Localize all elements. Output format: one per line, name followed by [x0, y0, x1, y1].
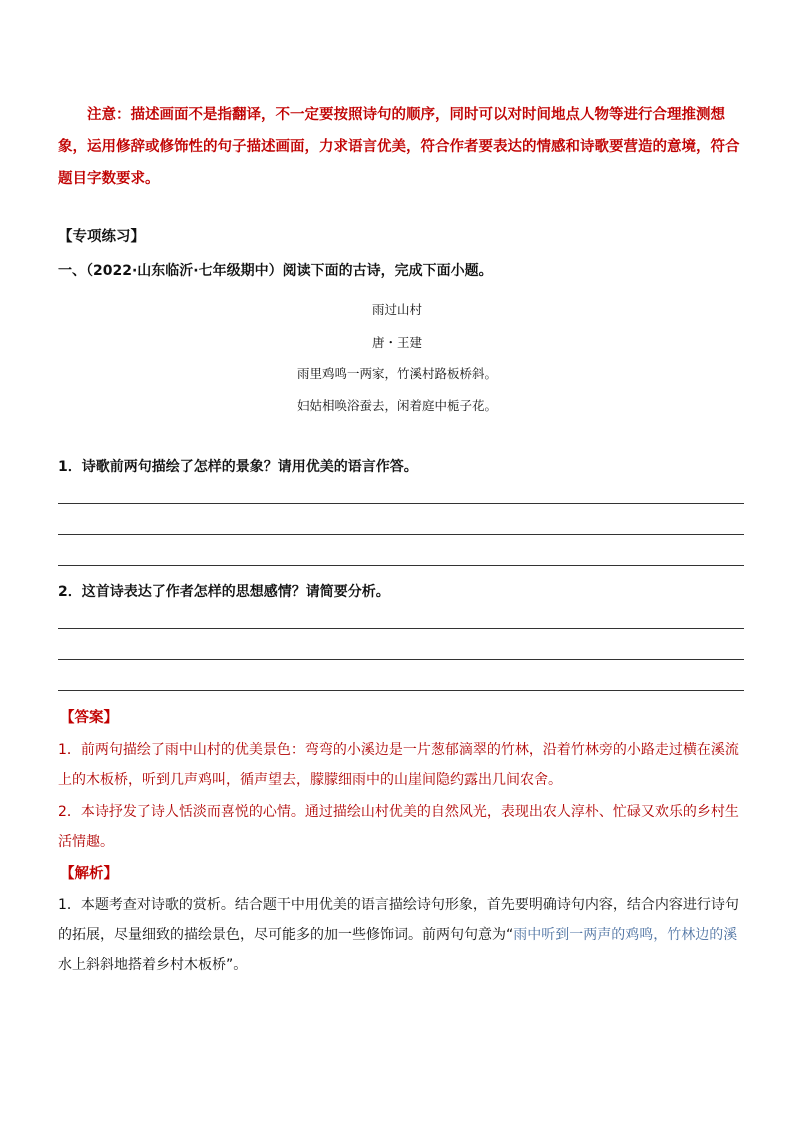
analysis-1: [58, 890, 746, 980]
answer-line[interactable]: [58, 503, 744, 504]
answer-2: 2．本诗抒发了诗人恬淡而喜悦的心情。通过描绘山村优美的自然风光，表现出农人淳朴、忙碌又欢乐的乡村生活情趣。: [58, 804, 739, 850]
poem-line-1: 雨里鸡鸣一两家，竹溪村路板桥斜。: [296, 366, 497, 381]
analysis-1-quote: 雨中听到一两声的鸡鸣，竹林边的溪: [513, 927, 738, 943]
analysis-1-text: 1．本题考查对诗歌的赏析。结合题干中用优美的语言描绘诗句形象，首先要明确诗句内容，结合内容进行诗句的拓展，尽量细致的描绘景色，尽可能多的加一些修饰词。前两句句意为“: [58, 897, 739, 943]
question-2: 2．这首诗表达了作者怎样的思想感情？请简要分析。: [58, 584, 390, 600]
poem-title: 雨过山村: [371, 302, 422, 317]
answer-line[interactable]: [58, 690, 744, 691]
note-paragraph: 注意：描述画面不是指翻译，不一定要按照诗句的顺序，同时可以对时间地点人物等进行合理推测想象，运用修辞或修饰性的句子描述画面，力求语言优美，符合作者要表达的情感和诗歌要营造的意境，符合题目字数要求。: [58, 107, 740, 187]
analysis-heading: 【解析】: [60, 866, 118, 882]
question-intro: 一、（2022·山东临沂·七年级期中）阅读下面的古诗，完成下面小题。: [58, 263, 493, 279]
answer-heading: 【答案】: [60, 710, 118, 726]
poem-line-2: 妇姑相唤浴蚕去，闲着庭中栀子花。: [296, 398, 497, 413]
answer-line[interactable]: [58, 565, 744, 566]
answer-line[interactable]: [58, 628, 744, 629]
analysis-1-text-end: 水上斜斜地搭着乡村木板桥”。: [58, 957, 248, 973]
answer-line[interactable]: [58, 659, 744, 660]
answer-1: 1．前两句描绘了雨中山村的优美景色：弯弯的小溪边是一片葱郁滴翠的竹林，沿着竹林旁的小路走过横在溪流上的木板桥，听到几声鸡叫，循声望去，朦朦细雨中的山崖间隐约露出几间农舍。: [58, 742, 739, 788]
question-1: 1．诗歌前两句描绘了怎样的景象？请用优美的语言作答。: [58, 459, 418, 475]
answer-line[interactable]: [58, 534, 744, 535]
poem-author: 唐・王建: [371, 335, 422, 350]
section-title: 【专项练习】: [58, 229, 145, 245]
